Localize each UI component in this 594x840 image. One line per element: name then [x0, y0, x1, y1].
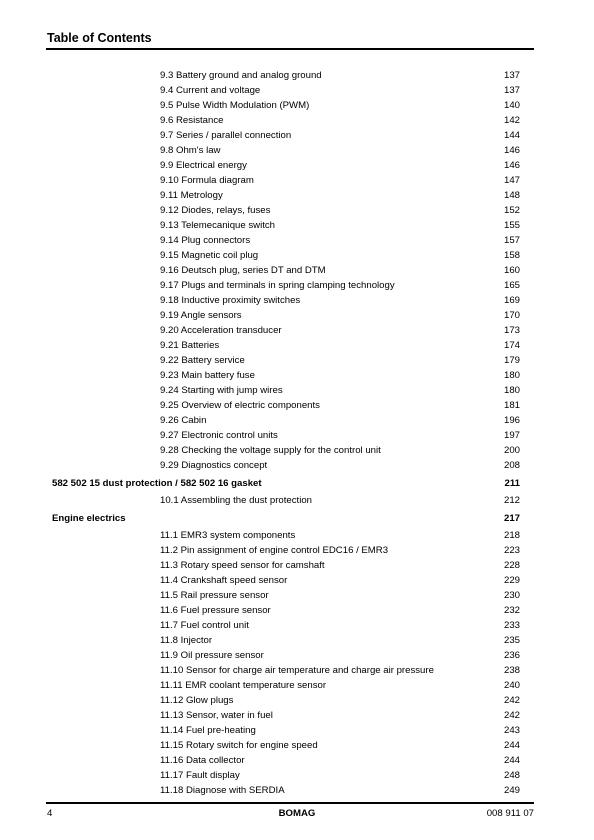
toc-entry-title: 11.9 Oil pressure sensor — [160, 650, 264, 661]
toc-entry-title: 9.10 Formula diagram — [160, 175, 254, 186]
toc-page-number: 146 — [503, 160, 520, 171]
toc-entry-title: 11.16 Data collector — [160, 755, 245, 766]
toc-entry-title: 9.19 Angle sensors — [160, 310, 242, 321]
footer-page-number: 4 — [47, 808, 53, 819]
toc-entry-row[interactable] — [0, 83, 594, 98]
toc-entry-row[interactable] — [0, 233, 594, 248]
toc-entry-row[interactable] — [0, 678, 594, 693]
toc-entry-row[interactable] — [0, 98, 594, 113]
toc-page-number: 144 — [503, 130, 520, 141]
toc-entry-row[interactable] — [0, 573, 594, 588]
toc-page-number: 200 — [503, 445, 520, 456]
toc-entry-row[interactable] — [0, 648, 594, 663]
toc-entry-title: 9.20 Acceleration transducer — [160, 325, 282, 336]
toc-page-number: 223 — [503, 545, 520, 556]
toc-page-number: 142 — [503, 115, 520, 126]
toc-entry-title: 9.3 Battery ground and analog ground — [160, 70, 322, 81]
toc-entry-row[interactable] — [0, 753, 594, 768]
footer-brand: BOMAG — [278, 808, 316, 819]
toc-page-number: 211 — [504, 478, 520, 489]
toc-entry-row[interactable] — [0, 458, 594, 473]
toc-page-number: 148 — [503, 190, 520, 201]
toc-page-number: 244 — [503, 740, 520, 751]
toc-entry-title: 11.18 Diagnose with SERDIA — [160, 785, 285, 796]
toc-chapter-row[interactable] — [0, 510, 594, 527]
toc-entry-row[interactable] — [0, 218, 594, 233]
toc-page-number: 179 — [503, 355, 520, 366]
toc-entry-title: 11.10 Sensor for charge air temperature and charge air pressure — [160, 665, 434, 676]
toc-page-number: 174 — [503, 340, 520, 351]
toc-entry-row[interactable] — [0, 443, 594, 458]
toc-chapter-title: Engine electrics — [52, 513, 126, 524]
toc-page-number: 169 — [503, 295, 520, 306]
toc-entry-title: 9.29 Diagnostics concept — [160, 460, 268, 471]
toc-entry-row[interactable] — [0, 338, 594, 353]
toc-entry-title: 9.18 Inductive proximity switches — [160, 295, 301, 306]
toc-entry-row[interactable] — [0, 738, 594, 753]
toc-entry-title: 11.17 Fault display — [160, 770, 240, 781]
toc-entry-title: 9.11 Metrology — [160, 190, 223, 201]
toc-entry-row[interactable] — [0, 353, 594, 368]
toc-entry-title: 9.17 Plugs and terminals in spring clamping technology — [160, 280, 395, 291]
toc-entry-row[interactable] — [0, 293, 594, 308]
toc-entry-title: 9.23 Main battery fuse — [160, 370, 255, 381]
toc-page-number: 147 — [503, 175, 520, 186]
toc-entry-row[interactable] — [0, 308, 594, 323]
toc-entry-title: 11.13 Sensor, water in fuel — [160, 710, 273, 721]
toc-entry-row[interactable] — [0, 768, 594, 783]
toc-entry-title: 9.26 Cabin — [160, 415, 207, 426]
toc-entry-row[interactable] — [0, 398, 594, 413]
toc-entry-row[interactable] — [0, 143, 594, 158]
toc-entry-row[interactable] — [0, 618, 594, 633]
toc-page-number: 160 — [503, 265, 520, 276]
toc-entry-row[interactable] — [0, 68, 594, 83]
toc-entry-title: 9.15 Magnetic coil plug — [160, 250, 259, 261]
toc-page-number: 229 — [503, 575, 520, 586]
toc-entry-title: 11.15 Rotary switch for engine speed — [160, 740, 318, 751]
toc-page-number: 137 — [503, 85, 520, 96]
toc-entry-title: 11.2 Pin assignment of engine control EDC16 / EMR3 — [160, 545, 389, 556]
toc-page-number: 173 — [503, 325, 520, 336]
toc-entry-row[interactable] — [0, 188, 594, 203]
toc-entry-row[interactable] — [0, 278, 594, 293]
toc-entry-row[interactable] — [0, 558, 594, 573]
table-of-contents — [0, 68, 594, 798]
toc-entry-title: 9.27 Electronic control units — [160, 430, 278, 441]
toc-page-number: 146 — [503, 145, 520, 156]
toc-entry-row[interactable] — [0, 128, 594, 143]
toc-page-number: 218 — [503, 530, 520, 541]
toc-entry-row[interactable] — [0, 428, 594, 443]
toc-page-number: 212 — [503, 495, 520, 506]
toc-page-number: 228 — [503, 560, 520, 571]
toc-page-number: 249 — [503, 785, 520, 796]
toc-entry-title: 11.6 Fuel pressure sensor — [160, 605, 271, 616]
toc-entry-row[interactable] — [0, 663, 594, 678]
toc-entry-title: 10.1 Assembling the dust protection — [160, 495, 312, 506]
toc-entry-title: 9.6 Resistance — [160, 115, 224, 126]
toc-page-number: 180 — [503, 385, 520, 396]
toc-entry-title: 9.16 Deutsch plug, series DT and DTM — [160, 265, 326, 276]
toc-entry-title: 9.4 Current and voltage — [160, 85, 261, 96]
toc-entry-title: 11.4 Crankshaft speed sensor — [160, 575, 288, 586]
toc-entry-row[interactable] — [0, 588, 594, 603]
toc-page-number: 217 — [503, 513, 520, 524]
toc-entry-title: 11.11 EMR coolant temperature sensor — [160, 680, 327, 691]
toc-chapter-title: 582 502 15 dust protection / 582 502 16 gasket — [52, 478, 262, 489]
toc-entry-row[interactable] — [0, 633, 594, 648]
toc-entry-title: 11.1 EMR3 system components — [160, 530, 296, 541]
toc-page-number: 240 — [503, 680, 520, 691]
toc-page-number: 158 — [503, 250, 520, 261]
toc-page-number: 233 — [503, 620, 520, 631]
toc-entry-title: 9.12 Diodes, relays, fuses — [160, 205, 271, 216]
toc-entry-row[interactable] — [0, 323, 594, 338]
footer-doc-number: 008 911 07 — [486, 808, 534, 819]
toc-entry-title: 9.9 Electrical energy — [160, 160, 247, 171]
toc-page-number: 238 — [503, 665, 520, 676]
toc-entry-row[interactable] — [0, 203, 594, 218]
toc-page-number: 242 — [503, 710, 520, 721]
toc-entry-row[interactable] — [0, 708, 594, 723]
toc-entry-row[interactable] — [0, 543, 594, 558]
toc-entry-row[interactable] — [0, 383, 594, 398]
toc-entry-row[interactable] — [0, 248, 594, 263]
toc-chapter-row[interactable] — [0, 475, 594, 492]
toc-entry-title: 9.28 Checking the voltage supply for the control unit — [160, 445, 381, 456]
toc-page-number: 248 — [503, 770, 520, 781]
toc-entry-row[interactable] — [0, 783, 594, 798]
toc-entry-row[interactable] — [0, 173, 594, 188]
toc-page-number: 208 — [503, 460, 520, 471]
toc-page-number: 236 — [503, 650, 520, 661]
toc-entry-title: 9.24 Starting with jump wires — [160, 385, 283, 396]
toc-entry-title: 11.5 Rail pressure sensor — [160, 590, 269, 601]
toc-entry-row[interactable] — [0, 528, 594, 543]
toc-page-number: 196 — [503, 415, 520, 426]
toc-page-number: 181 — [503, 400, 520, 411]
toc-page-number: 230 — [503, 590, 520, 601]
toc-entry-title: 9.25 Overview of electric components — [160, 400, 320, 411]
toc-entry-title: 9.22 Battery service — [160, 355, 245, 366]
toc-entry-title: 11.3 Rotary speed sensor for camshaft — [160, 560, 325, 571]
toc-page-number: 170 — [503, 310, 520, 321]
toc-entry-title: 9.21 Batteries — [160, 340, 220, 351]
toc-entry-row[interactable] — [0, 603, 594, 618]
toc-page-number: 152 — [503, 205, 520, 216]
toc-entry-title: 9.5 Pulse Width Modulation (PWM) — [160, 100, 310, 111]
toc-entry-row[interactable] — [0, 368, 594, 383]
toc-entry-title: 11.8 Injector — [160, 635, 213, 646]
toc-page-number: 165 — [503, 280, 520, 291]
toc-entry-title: 11.12 Glow plugs — [160, 695, 234, 706]
toc-page-number: 155 — [503, 220, 520, 231]
footer-rule — [46, 802, 534, 804]
toc-entry-row[interactable] — [0, 158, 594, 173]
toc-entry-title: 11.7 Fuel control unit — [160, 620, 249, 631]
toc-page-number: 137 — [503, 70, 520, 81]
toc-page-number: 140 — [503, 100, 520, 111]
toc-entry-title: 9.8 Ohm's law — [160, 145, 221, 156]
toc-page-number: 197 — [503, 430, 520, 441]
toc-entry-row[interactable] — [0, 493, 594, 508]
toc-page-number: 232 — [503, 605, 520, 616]
toc-entry-row[interactable] — [0, 263, 594, 278]
toc-page-number: 180 — [503, 370, 520, 381]
toc-entry-title: 9.13 Telemecanique switch — [160, 220, 276, 231]
toc-page-number: 157 — [503, 235, 520, 246]
toc-page-number: 244 — [503, 755, 520, 766]
toc-entry-row[interactable] — [0, 113, 594, 128]
page-title: Table of Contents — [47, 31, 152, 45]
toc-page-number: 235 — [503, 635, 520, 646]
toc-entry-row[interactable] — [0, 693, 594, 708]
header-rule — [46, 48, 534, 50]
toc-page-number: 242 — [503, 695, 520, 706]
toc-entry-title: 9.7 Series / parallel connection — [160, 130, 292, 141]
toc-entry-title: 9.14 Plug connectors — [160, 235, 251, 246]
toc-entry-row[interactable] — [0, 723, 594, 738]
toc-entry-title: 11.14 Fuel pre-heating — [160, 725, 256, 736]
toc-entry-row[interactable] — [0, 413, 594, 428]
toc-page-number: 243 — [503, 725, 520, 736]
